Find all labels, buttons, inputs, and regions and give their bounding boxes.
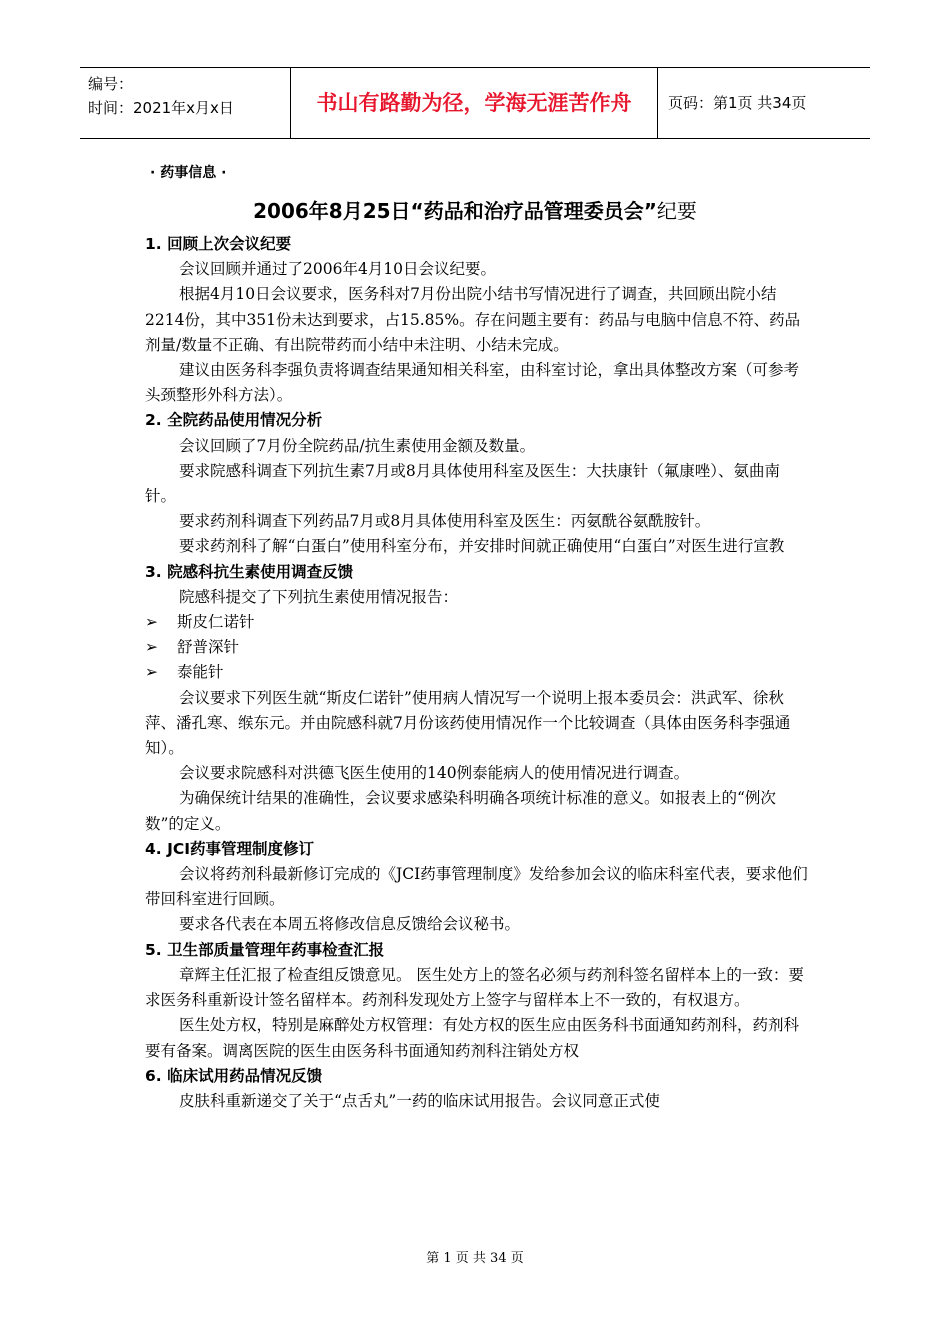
paragraph: 根据4月10日会议要求，医务科对7月份出院小结书写情况进行了调查，共回顾出院小结2214份，其中351份未达到要求，占15.85%。存在问题主要有：药品与电脑中信息不符、药品剂量/数量不正确、有出院带药而小结中未注明、小结未完成。 (145, 285, 801, 354)
document-title-main: 2006年8月25日“药品和治疗品管理委员会” (253, 199, 657, 223)
paragraph: 章辉主任汇报了检查组反馈意见。 医生处方上的签名必须与药剂科签名留样本上的一致：要求医务科重新设计签名留样本。药剂科发现处方上签字与留样本上不一致的，有权退方。 (145, 965, 804, 1010)
section-heading: 4. JCI药事管理制度修订 (145, 839, 314, 858)
list-item-text: 泰能针 (177, 663, 224, 682)
paragraph: 要求药剂科调查下列药品7月或8月具体使用科室及医生：丙氨酰谷氨酰胺针。 (179, 512, 711, 531)
page-footer: 第 1 页 共 34 页 (426, 1251, 524, 1266)
list-item (145, 635, 810, 660)
arrow-bullet-icon: ➢ (145, 638, 158, 657)
paragraph: 会议要求下列医生就“斯皮仁诺针”使用病人情况写一个说明上报本委员会：洪武军、徐秋萍、潘孔寒、缑东元。并由院感科就7月份该药使用情况作一个比较调查（具体由医务科李强通知）。 (145, 688, 791, 758)
paragraph: 皮肤科重新递交了关于“点舌丸”一药的临床试用报告。会议同意正式使 (179, 1091, 660, 1110)
paragraph: 会议回顾并通过了2006年4月10日会议纪要。 (179, 260, 497, 279)
header-page-info: 页码：第1页 共34页 (668, 94, 807, 112)
paragraph: 为确保统计结果的准确性，会议要求感染科明确各项统计标准的意义。如报表上的“例次数”的定义。 (145, 789, 776, 833)
header-motto: 书山有路勤为径，学海无涯苦作舟 (316, 91, 632, 115)
document-title (0, 195, 950, 224)
paragraph: 要求药剂科了解“白蛋白”使用科室分布，并安排时间就正确使用“白蛋白”对医生进行宣教 (179, 537, 785, 556)
header-page-cell (658, 68, 870, 138)
document-number-label: 编号： (88, 75, 134, 93)
document-time-label: 时间：2021年x月x日 (88, 99, 234, 117)
list-item (145, 660, 810, 685)
section-heading: 2. 全院药品使用情况分析 (145, 411, 323, 430)
document-title-suffix: 纪要 (656, 199, 697, 223)
paragraph: 会议要求院感科对洪德飞医生使用的140例泰能病人的使用情况进行调查。 (179, 764, 690, 783)
section-heading: 1. 回顾上次会议纪要 (145, 235, 292, 253)
header-motto-cell (291, 68, 658, 138)
paragraph: 会议将药剂科最新修订完成的《JCI药事管理制度》发给参加会议的临床科室代表，要求他们带回科室进行回顾。 (145, 865, 808, 909)
list-item-text: 舒普深针 (177, 638, 240, 657)
paragraph: 要求院感科调查下列抗生素7月或8月具体使用科室及医生：大扶康针（氟康唑）、氨曲南针。 (145, 461, 780, 506)
paragraph: 会议回顾了7月份全院药品/抗生素使用金额及数量。 (179, 436, 536, 455)
header-meta-cell (80, 68, 291, 138)
paragraph: 医生处方权，特别是麻醉处方权管理：有处方权的医生应由医务科书面通知药剂科，药剂科要有备案。调离医院的医生由医务科书面通知药剂科注销处方权 (145, 1016, 800, 1060)
section-heading: 3. 院感科抗生素使用调查反馈 (145, 562, 354, 581)
section-heading: 5. 卫生部质量管理年药事检查汇报 (145, 940, 385, 959)
section-tag: · 药事信息 · (150, 165, 227, 181)
section-heading: 6. 临床试用药品情况反馈 (145, 1066, 323, 1085)
paragraph: 院感科提交了下列抗生素使用情况报告： (179, 587, 459, 606)
document-body (145, 232, 810, 1114)
paragraph: 要求各代表在本周五将修改信息反馈给会议秘书。 (179, 915, 521, 934)
list-item (145, 610, 810, 635)
arrow-bullet-icon: ➢ (145, 663, 158, 682)
arrow-bullet-icon: ➢ (145, 613, 158, 632)
paragraph: 建议由医务科李强负责将调查结果通知相关科室，由科室讨论，拿出具体整改方案（可参考头颈整形外科方法）。 (145, 361, 800, 405)
list-item-text: 斯皮仁诺针 (177, 613, 255, 632)
header-table (80, 67, 870, 139)
